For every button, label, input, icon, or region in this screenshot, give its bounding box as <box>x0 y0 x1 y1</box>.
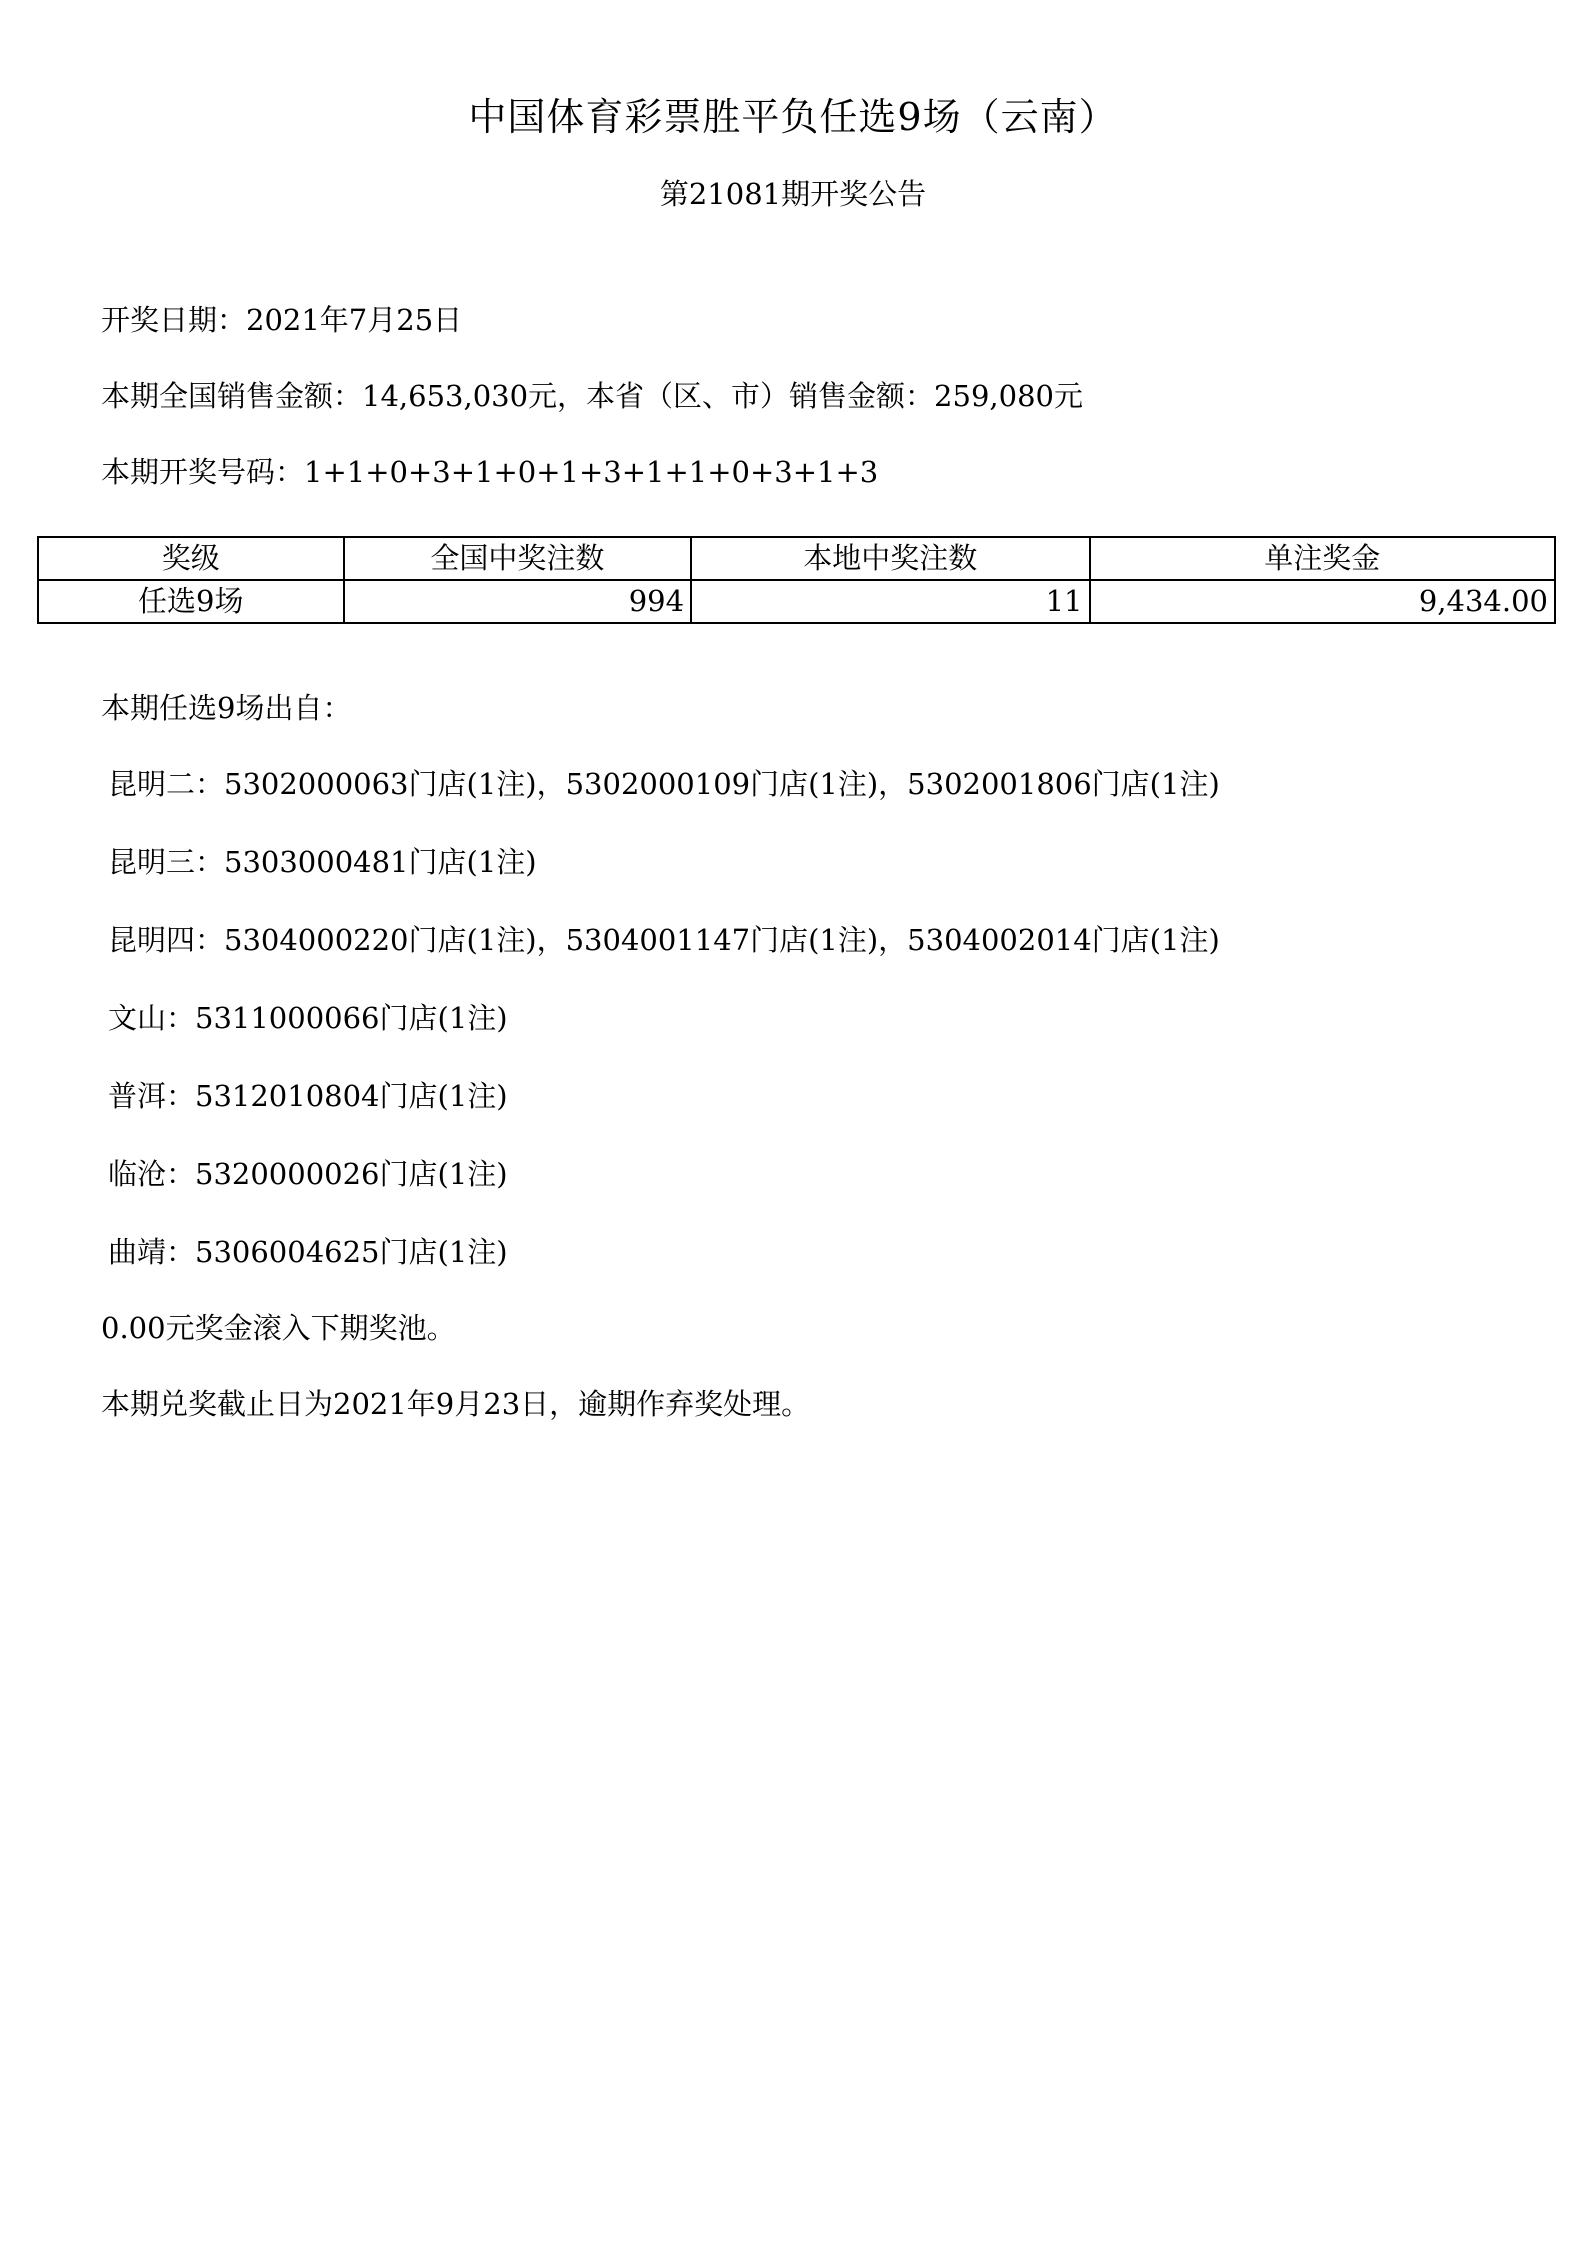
winners-intro: 本期任选9场出自： <box>101 691 352 725</box>
table-header-row <box>38 537 1555 580</box>
deadline-note: 本期兑奖截止日为2021年9月23日，逾期作弃奖处理。 <box>101 1387 811 1421</box>
winner-line: 普洱：5312010804门店(1注) <box>108 1079 508 1113</box>
header-prize: 单注奖金 <box>1090 537 1555 580</box>
winner-line: 昆明三：5303000481门店(1注) <box>108 845 537 879</box>
header-local-count: 本地中奖注数 <box>691 537 1089 580</box>
prize-table <box>37 536 1556 624</box>
header-national-count: 全国中奖注数 <box>344 537 692 580</box>
header-level: 奖级 <box>38 537 344 580</box>
winner-line: 昆明四：5304000220门店(1注)，5304001147门店(1注)，5304002014门店(1注) <box>108 923 1220 957</box>
winner-line: 曲靖：5306004625门店(1注) <box>108 1235 508 1269</box>
table-row <box>38 580 1555 623</box>
cell-local-count: 11 <box>691 580 1089 623</box>
rollover-note: 0.00元奖金滚入下期奖池。 <box>101 1311 456 1345</box>
draw-date: 开奖日期：2021年7月25日 <box>101 303 463 337</box>
winner-line: 临沧：5320000026门店(1注) <box>108 1157 508 1191</box>
cell-national-count: 994 <box>344 580 692 623</box>
winning-numbers: 本期开奖号码：1+1+0+3+1+0+1+3+1+1+0+3+1+3 <box>101 455 879 489</box>
cell-prize: 9,434.00 <box>1090 580 1555 623</box>
winner-line: 文山：5311000066门店(1注) <box>108 1001 508 1035</box>
issue-subtitle: 第21081期开奖公告 <box>659 177 927 211</box>
cell-level: 任选9场 <box>38 580 344 623</box>
page-title: 中国体育彩票胜平负任选9场（云南） <box>468 95 1118 139</box>
sales-amount: 本期全国销售金额：14,653,030元，本省（区、市）销售金额：259,080元 <box>101 379 1083 413</box>
winner-line: 昆明二：5302000063门店(1注)，5302000109门店(1注)，5302001806门店(1注) <box>108 767 1220 801</box>
